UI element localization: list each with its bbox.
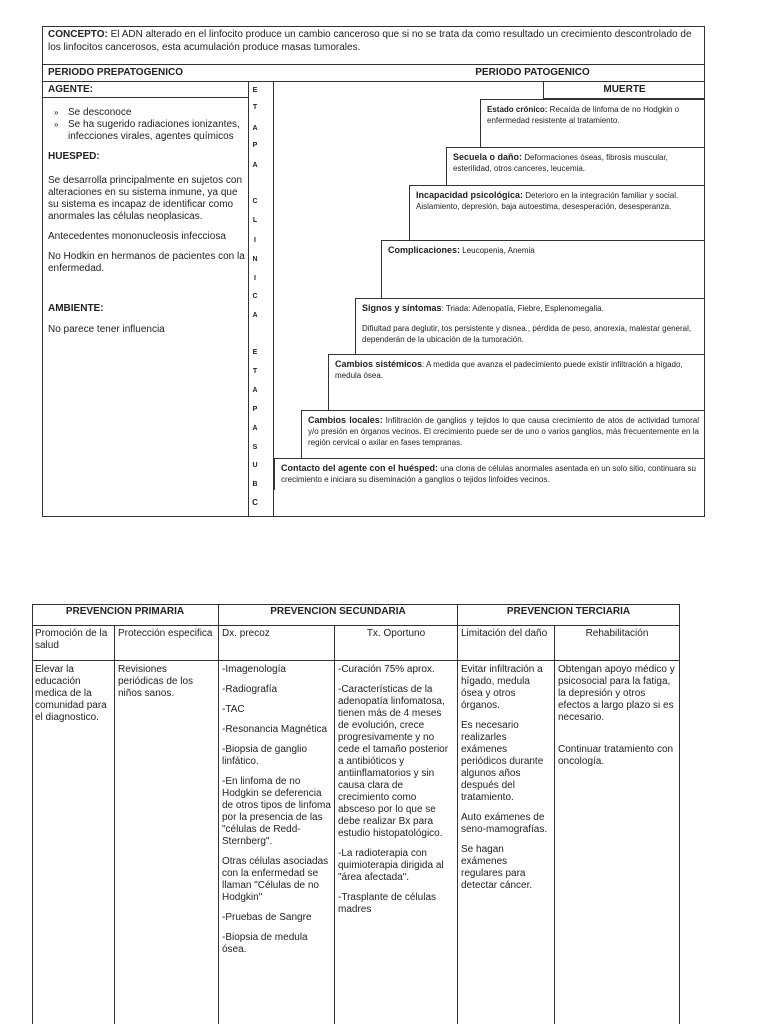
agente-label: AGENTE: [48, 84, 93, 95]
cell-proteccion [115, 661, 219, 1024]
vertical-letter: B [252, 481, 258, 488]
cell-rehabilitacion [555, 661, 680, 1024]
step-text: Leucopenia, Anemia [460, 246, 535, 255]
cell-text: -Radiografía [222, 684, 278, 695]
muerte-box [543, 82, 705, 99]
subheader-proteccion: Protección especifica [115, 626, 219, 661]
vertical-letter: I [254, 237, 256, 244]
step-secuela [446, 147, 705, 185]
step-title: Signos y síntomas [362, 303, 442, 313]
vertical-letter: P [252, 406, 258, 413]
vertical-letter: S [252, 444, 258, 451]
header-prevencion-secundaria: PREVENCION SECUNDARIA [219, 604, 458, 626]
huesped-label: HUESPED: [48, 151, 100, 162]
subheader-limitacion: Limitación del daño [458, 626, 555, 661]
vertical-letter: C [252, 293, 258, 300]
step-title: Estado crónico: [487, 105, 548, 114]
vertical-letter: U [252, 462, 258, 469]
vertical-letter: E [252, 349, 258, 356]
huesped-text: No Hodkin en hermanos de pacientes con la enfermedad. [48, 251, 245, 274]
subheader-dx-precoz: Dx. precoz [219, 626, 335, 661]
cell-text: -La radioterapia con quimioterapia dirigida al "área afectada". [338, 848, 444, 883]
vertical-letter: L [252, 217, 258, 224]
prepatogenico-body [48, 103, 246, 336]
header-prevencion-terciaria: PREVENCION TERCIARIA [458, 604, 680, 626]
cell-text: -Resonancia Magnética [222, 724, 328, 735]
etapa-vertical-label [249, 84, 273, 514]
step-estado-cronico [480, 99, 705, 147]
concepto-label: CONCEPTO: [48, 29, 108, 40]
step-text: Deformaciones óseas, fibrosis muscular, esterilidad, otros canceres, leucemia. [453, 153, 668, 173]
step-title: Cambios sistémicos [335, 359, 423, 369]
cell-text: -En linfoma de no Hodgkin se deferencia de otros tipos de linfoma por la presencia de las "células de Redd-Sternberg". [222, 776, 331, 847]
cell-text: -Imagenología [222, 664, 286, 675]
step-cambios-locales [301, 410, 705, 458]
cell-text: -Curación 75% aprox. [338, 664, 435, 675]
step-title: Contacto del agente con el huésped: [281, 463, 439, 473]
step-contacto [274, 458, 705, 490]
concepto-row [48, 28, 702, 54]
step-text: una clona de células anormales asentada en un solo sitio, continuara su crecimiento e iniciara su diseminación a ganglios o tejidos linfoides vecinos. [281, 464, 696, 484]
cell-text: Otras células asociadas con la enfermedad se llaman "Células de no Hodgkin" [222, 856, 329, 903]
step-incapacidad [409, 185, 705, 240]
vertical-letter: A [252, 125, 258, 132]
vertical-letter: P [252, 142, 258, 149]
header-prevencion-primaria: PREVENCION PRIMARIA [32, 604, 219, 626]
cell-text: -Pruebas de Sangre [222, 912, 312, 923]
cell-text: -Trasplante de células madres [338, 892, 437, 915]
step-title: Cambios locales: [308, 415, 383, 425]
cell-text: Continuar tratamiento con oncología. [558, 744, 674, 767]
vertical-letter: A [252, 387, 258, 394]
vertical-letter: A [252, 312, 258, 319]
concepto-text: El ADN alterado en el linfocito produce un cambio canceroso que si no se trata da como resultado un crecimiento descontrolado de los linfocitos cancerosos, esta acumulación produce masas tumorales. [48, 29, 692, 53]
subheader-rehabilitacion: Rehabilitación [555, 626, 680, 661]
step-text: Recaída de linfoma de no Hodgkin o enfermedad resistente al tratamiento. [487, 105, 680, 125]
cell-text: Revisiones periódicas de los niños sanos. [118, 664, 194, 699]
step-text: Deterioro en la integración familiar y social. Aislamiento, depresión, baja autoestima, desesperación, desesperanza. [416, 191, 679, 211]
cell-text: Se hagan exámenes regulares para detectar cáncer. [461, 844, 533, 891]
vertical-letter: A [252, 162, 258, 169]
patogenico-header: PERIODO PATOGENICO [475, 67, 590, 78]
cell-text: -TAC [222, 704, 245, 715]
cell-text: Evitar infiltración a hígado, medula ósea y otros órganos. [461, 664, 543, 711]
vertical-letter: E [252, 87, 258, 94]
step-text: Infiltración de ganglios y tejidos lo que causa crecimiento de atos de actividad tumoral y/o presión en órganos vecinos. El crecimiento puede ser de uno o varios ganglios, más frecuentemente en la región cervical o axilar en fases tempranas. [308, 416, 699, 447]
huesped-text: Antecedentes mononucleosis infecciosa [48, 231, 226, 242]
step-text: : Triada: Adenopatía, Fiebre, Esplenomegalia. [441, 304, 604, 313]
ambiente-label: AMBIENTE: [48, 303, 104, 314]
vertical-letter: T [252, 104, 258, 111]
vertical-letter: N [252, 256, 258, 263]
cell-tx-oportuno [335, 661, 458, 1024]
vertical-letter: C [252, 498, 258, 507]
cell-text: -Biopsia de medula ósea. [222, 932, 308, 955]
muerte-label: MUERTE [603, 84, 646, 95]
vertical-letter: C [252, 198, 258, 205]
subheader-promocion: Promoción de la salud [32, 626, 115, 661]
step-title: Secuela o daño: [453, 152, 523, 162]
step-signos-sintomas [355, 298, 705, 354]
agente-header [42, 82, 248, 98]
cell-text: Es necesario realizarles exámenes periódicos durante algunos años después del tratamiento. [461, 720, 544, 803]
cell-promocion [32, 661, 115, 1024]
step-text: Difiultad para deglutir, tos persistente y disnea., pérdida de peso, anorexia, malestar general, dependerán de la ubicación de la tumoración. [362, 324, 692, 344]
cell-text: Auto exámenes de seno-mamografías. [461, 812, 548, 835]
vertical-letter: T [252, 368, 258, 375]
prepatogenico-header: PERIODO PREPATOGENICO [48, 67, 184, 78]
cell-text: -Características de la adenopatía linfomatosa, tienen más de 4 meses de evolución, crece progresivamente y no cede el tamaño posterior a antibióticos y antiinflamatorios y sin causa clara de crecimiento como absceso por lo que se debe realizar Bx para estudio histopatológico. [338, 684, 449, 839]
ambiente-text: No parece tener influencia [48, 324, 165, 335]
step-title: Complicaciones: [388, 245, 461, 255]
cell-text: Elevar la educación medica de la comunidad para el diagnostico. [35, 664, 107, 723]
list-item: » Se desconoce [68, 107, 246, 119]
cell-limitacion [458, 661, 555, 1024]
agente-list [48, 107, 246, 143]
cell-text: -Biopsia de ganglio linfático. [222, 744, 308, 767]
step-title: Incapacidad psicológica: [416, 190, 524, 200]
cell-dx-precoz [219, 661, 335, 1024]
vertical-letter: A [252, 425, 258, 432]
list-item: » Se ha sugerido radiaciones ionizantes, infecciones virales, agentes químicos [68, 119, 246, 143]
step-cambios-sistemicos [328, 354, 705, 410]
divider [273, 82, 274, 517]
step-complicaciones [381, 240, 705, 298]
huesped-text: Se desarrolla principalmente en sujetos con alteraciones en su sistema inmune, ya que su sistema es incapaz de identificar como anormales las células neoplasicas. [48, 175, 242, 222]
vertical-letter: I [254, 275, 256, 282]
subheader-tx-oportuno: Tx. Oportuno [335, 626, 458, 661]
divider [42, 64, 705, 65]
step-text: : A medida que avanza el padecimiento puede existir infiltración a hígado, medula ósea. [335, 360, 683, 380]
cell-text: Obtengan apoyo médico y psicosocial para la fatiga, la depresión y otros efectos a largo plazo si es necesario. [558, 664, 675, 723]
